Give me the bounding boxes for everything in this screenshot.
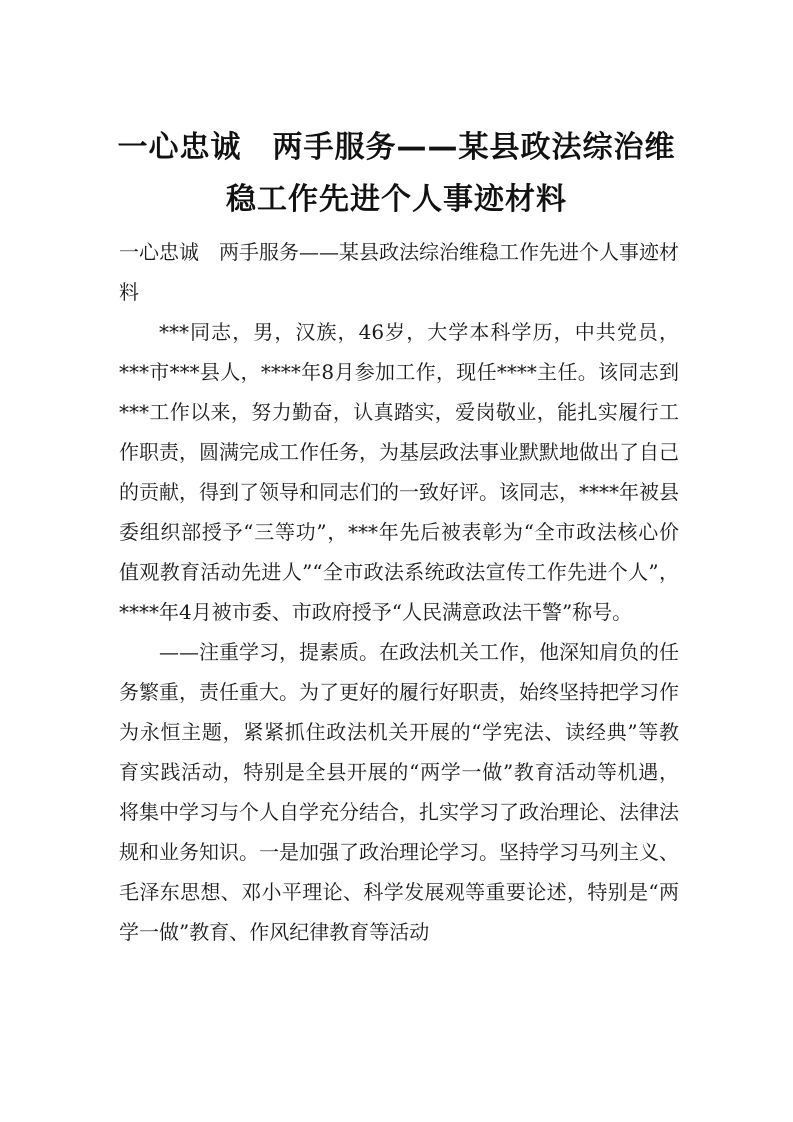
title-line-2: 稳工作先进个人事迹材料 bbox=[226, 182, 567, 217]
body-paragraph-1: ***同志，男，汉族，46岁，大学本科学历，中共党员，***市***县人，****年8月参加工作，现任****主任。该同志到***工作以来，努力勤奋，认真踏实，爱岗敬业，能扎实履行工作职责，圆满完成工作任务，为基层政法事业默默地做出了自己的贡献，得到了领导和同志们的一致好评。该同志，****年被县委组织部授予“三等功”，***年先后被表彰为“全市政法核心价值观教育活动先进人”“全市政法系统政法宣传工作先进个人”，****年4月被市委、市政府授予“人民满意政法干警”称号。 bbox=[119, 320, 679, 624]
document-subtitle: 一心忠诚 两手服务——某县政法综治维稳工作先进个人事迹材料 bbox=[119, 240, 679, 304]
document-title bbox=[100, 122, 693, 226]
title-line-1: 一心忠诚 两手服务——某县政法综治维 bbox=[117, 130, 676, 165]
document-body bbox=[119, 232, 679, 952]
body-paragraph-2: ——注重学习，提素质。在政法机关工作，他深知肩负的任务繁重，责任重大。为了更好的履行好职责，始终坚持把学习作为永恒主题，紧紧抓住政法机关开展的“学宪法、读经典”等教育实践活动，特别是全县开展的“两学一做”教育活动等机遇，将集中学习与个人自学充分结合，扎实学习了政治理论、法律法规和业务知识。一是加强了政治理论学习。坚持学习马列主义、毛泽东思想、邓小平理论、科学发展观等重要论述，特别是“两学一做”教育、作风纪律教育等活动 bbox=[119, 640, 679, 944]
